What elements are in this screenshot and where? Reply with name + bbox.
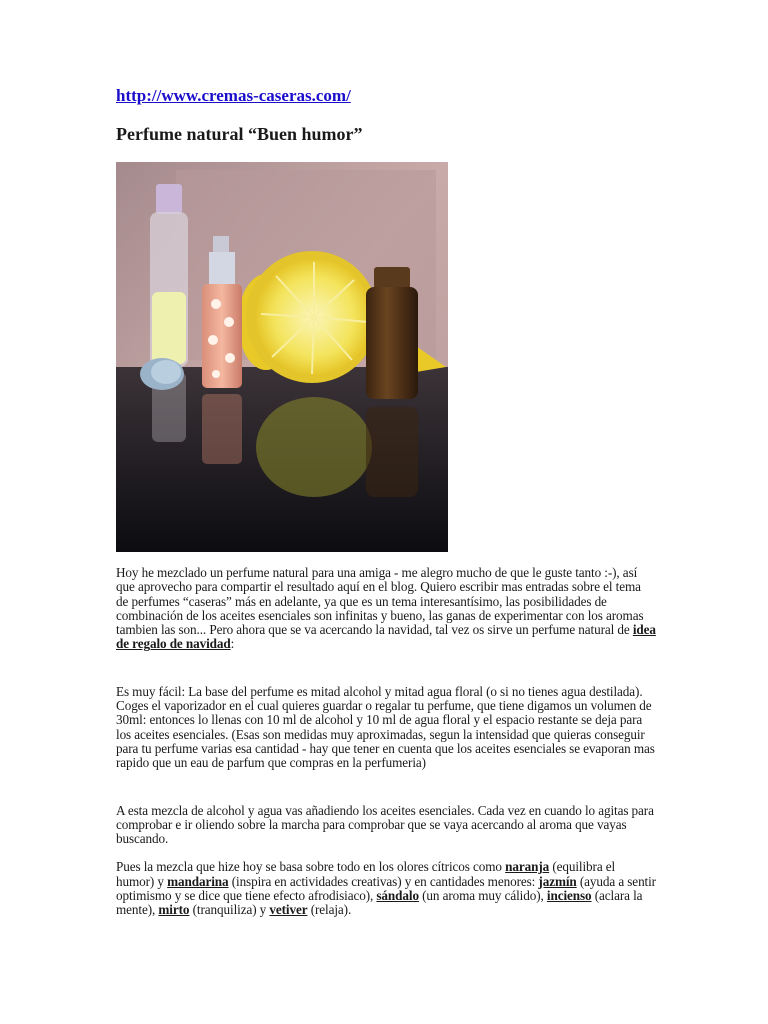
mandarina-link[interactable]: mandarina — [167, 873, 229, 889]
page-title: Perfume natural “Buen humor” — [116, 124, 363, 144]
mirto-link[interactable]: mirto — [158, 902, 190, 918]
paragraph-instructions: Es muy fácil: La base del perfume es mitad alcohol y mitad agua floral (o si no tienes agua destilada). Coges el vaporizador en el cual quieres guardar o regalar tu perfume, que tiene digamos un volumen de 30ml: entonces lo llenas con 10 ml de alcohol y 10 ml de agua floral y el espacio restante se deja para los aceites esenciales. (Esas son medidas muy aproximadas, segun la intensidad que quieras conseguir para tu perfume varias esa cantidad - hay que tener en cuenta que los aceites esenciales se evaporan mas rapido que un eau de parfum que compras en la perfumeria) — [116, 683, 655, 771]
paragraph-ingredients: Pues la mezcla que hize hoy se basa sobre todo en los olores cítricos como naranja (equilibra el humor) y mandarina (inspira en actividades creativas) y en cantidades menores: jazmín (ayuda a sentir optimismo y se dice que tiene efecto afrodisiaco), sándalo (un aroma muy cálido), incienso (aclara la mente), mirto (tranquiliza) y vetiver (relaja). — [116, 859, 656, 918]
document-page — [116, 86, 656, 918]
perfume-photo — [116, 162, 448, 552]
site-url-link[interactable]: http://www.cremas-caseras.com/ — [116, 86, 351, 105]
naranja-link[interactable]: naranja — [505, 859, 550, 875]
jazmin-link[interactable]: jazmín — [538, 873, 577, 889]
christmas-gift-link[interactable]: idea de regalo de navidad — [116, 622, 656, 652]
sandalo-link[interactable]: sándalo — [376, 888, 419, 904]
paragraph-mixing: A esta mezcla de alcohol y agua vas añadiendo los aceites esenciales. Cada vez en cuando lo agitas para comprobar e ir oliendo sobre la marcha para comprobar que se vaya acercando al aroma que vayas buscando. — [116, 802, 654, 847]
vetiver-link[interactable]: vetiver — [269, 902, 308, 918]
paragraph-intro: Hoy he mezclado un perfume natural para una amiga - me alegro mucho de que le guste tanto :-), así que aprovecho para compartir el resultado aquí en el blog. Quiero escribir mas entradas sobre el tema de perfumes “caseras” más en adelante, ya que es un tema interesantísimo, las posibilidades de combinación de los aceites esenciales son infinitas y bueno, las ganas de experimentar con los aromas tambien las son... Pero ahora que se va acercando la navidad, tal vez os sirve un perfume natural de idea de regalo de navidad: — [116, 565, 656, 652]
incienso-link[interactable]: incienso — [546, 888, 592, 904]
